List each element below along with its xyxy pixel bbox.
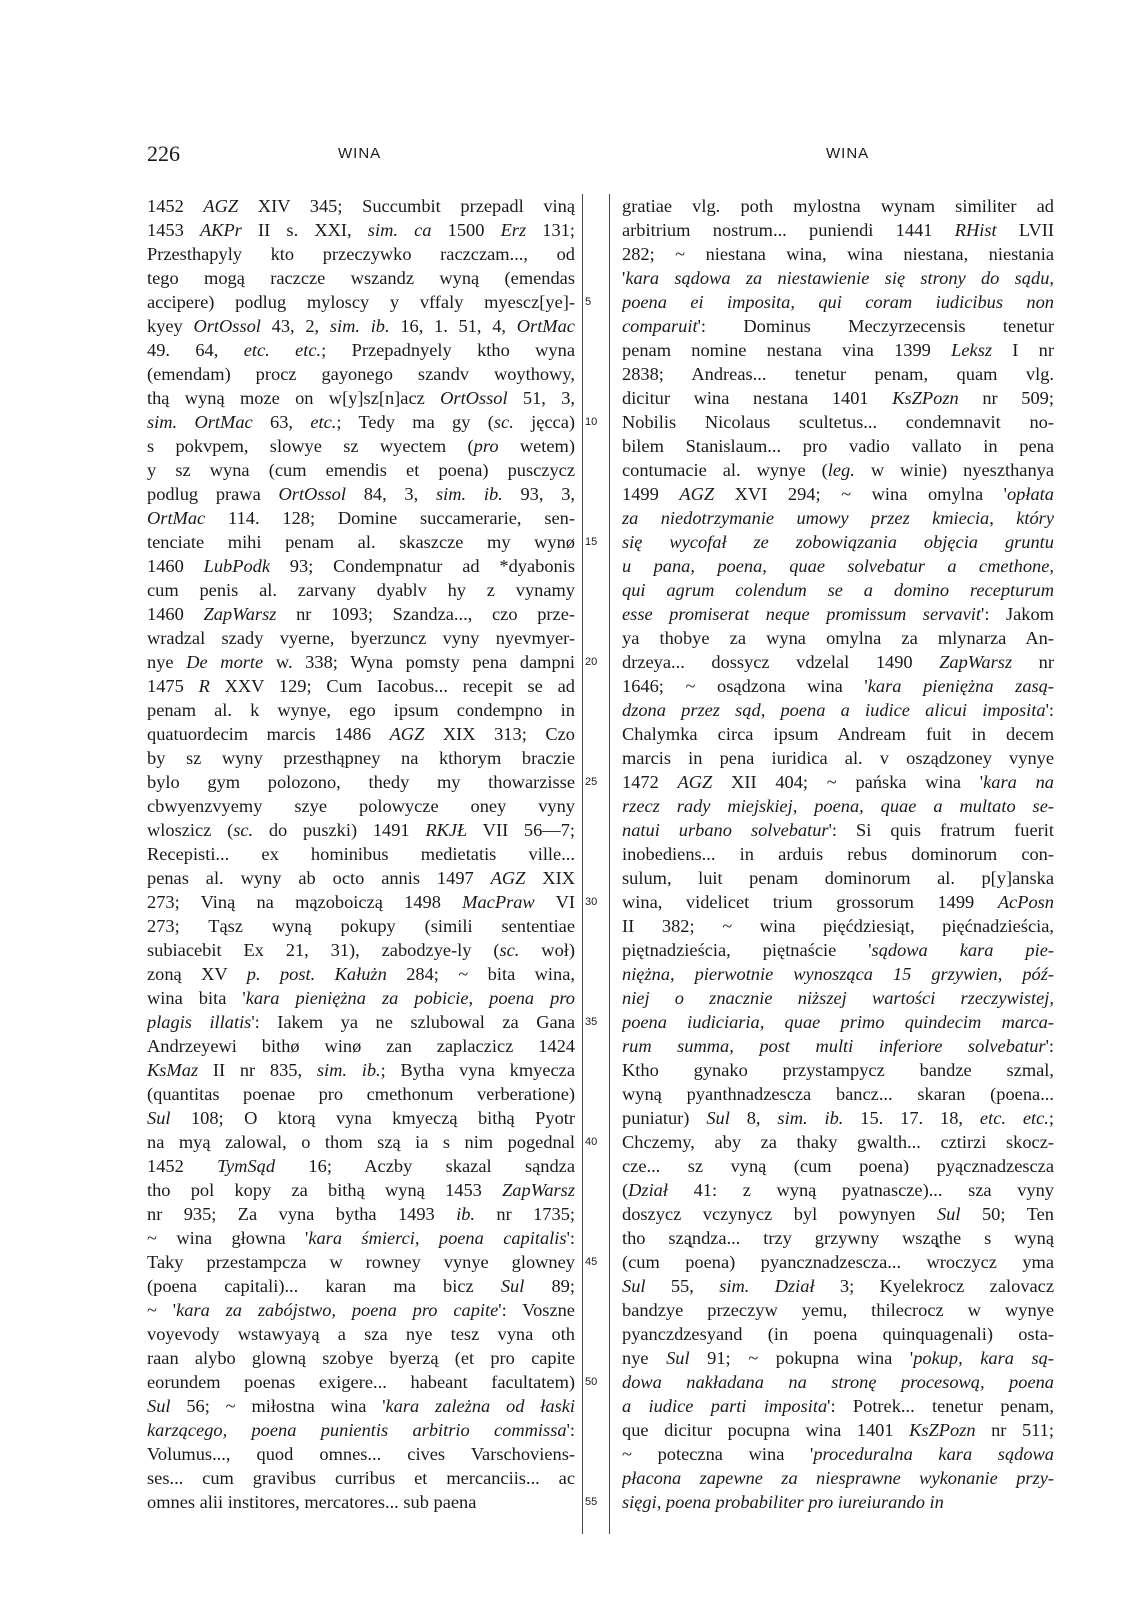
line-number: 50 (585, 1376, 598, 1388)
text-line: 49. 64, etc. etc.; Przepadnyely ktho wyna (147, 340, 575, 360)
text-line: quatuordecim marcis 1486 AGZ XIX 313; Czo (147, 724, 575, 744)
text-line: s pokvpem, slowye sz wyectem (pro wetem) (147, 436, 575, 456)
text-line: Volumus..., quod omnes... cives Varschoviens- (147, 1444, 575, 1464)
text-line: ~ 'kara za zabójstwo, poena pro capite': Voszne (147, 1300, 575, 1320)
text-line: 1475 R XXV 129; Cum Iacobus... recepit se ad (147, 676, 575, 696)
text-line: dowa nakładana na stronę procesową, poena (622, 1372, 1054, 1392)
text-line: wyną pyanthnadzescza bancz... skaran (poena... (622, 1084, 1054, 1104)
text-line: tho szą̨ndza... trzy grzywny wszą̨the s wyną (622, 1228, 1054, 1248)
text-line: contumacie al. wynye (leg. w winie) nyeszthanya (622, 460, 1054, 480)
text-line: penas al. wyny ab octo annis 1497 AGZ XIX (147, 868, 575, 888)
text-line: Sul 55, sim. Dział 3; Kyelekrocz zalovacz (622, 1276, 1054, 1296)
text-line: poena ei imposita, qui coram iudicibus non (622, 292, 1054, 312)
text-line: na myą zalowal, o thom szą ia s nim pogednal (147, 1132, 575, 1152)
text-line: sięgi, poena probabiliter pro iureiurando in (622, 1492, 944, 1512)
text-line: penam al. k wynye, ego ipsum condempno in (147, 700, 575, 720)
text-line: ses... cum gravibus curribus et mercanciis... ac (147, 1468, 575, 1488)
text-line: 282; ~ niestana wina, wina niestana, niestania (622, 244, 1054, 264)
text-line: 273; Viną na mązoboiczą 1498 MacPraw VI (147, 892, 575, 912)
text-line: 1460 LubPodk 93; Condempnatur ad *dyabonis (147, 556, 575, 576)
text-line: arbitrium nostrum... puniendi 1441 RHist LVII (622, 220, 1054, 240)
text-line: comparuit': Dominus Meczyrzecensis tenetur (622, 316, 1054, 336)
text-line: Ktho gynako przystampycz bandze szmal, (622, 1060, 1054, 1080)
text-line: ya thobye za wyna omylna za mlynarza An- (622, 628, 1054, 648)
text-line: nye Sul 91; ~ pokupna wina 'pokup, kara są- (622, 1348, 1054, 1368)
text-line: ~ wina głowna 'kara śmierci, poena capitalis': (147, 1228, 575, 1248)
text-line: 1452 TymSąd 16; Aczby skazal sąndza (147, 1156, 575, 1176)
text-line: esse promiserat neque promissum servavit': Jakom (622, 604, 1054, 624)
text-line: rum summa, post multi inferiore solvebatur': (622, 1036, 1054, 1056)
text-line: eorundem poenas exigere... habeant facultatem) (147, 1372, 575, 1392)
text-line: podlug prawa OrtOssol 84, 3, sim. ib. 93, 3, (147, 484, 575, 504)
text-line: sulum, luit penam dominorum al. p[y]anska (622, 868, 1054, 888)
line-number: 40 (585, 1136, 598, 1148)
text-line: 1499 AGZ XVI 294; ~ wina omylna 'opłata (622, 484, 1054, 504)
text-line: się wycofał ze zobowiązania objęcia gruntu (622, 532, 1054, 552)
text-line: wina bita 'kara pieniężna za pobicie, poena pro (147, 988, 575, 1008)
text-line: dicitur wina nestana 1401 KsZPozn nr 509; (622, 388, 1054, 408)
line-number: 15 (585, 536, 598, 548)
text-line: a iudice parti imposita': Potrek... tenetur penam, (622, 1396, 1054, 1416)
text-line: raan alybo glowną szobye byerzą (et pro capite (147, 1348, 575, 1368)
text-line: poena iudiciaria, quae primo quindecim marca- (622, 1012, 1054, 1032)
text-line: natui urbano solvebatur': Si quis fratrum fuerit (622, 820, 1054, 840)
line-number: 20 (585, 656, 598, 668)
text-line: wloszicz (sc. do puszki) 1491 RKJŁ VII 56—7; (147, 820, 575, 840)
text-line: (cum poena) pyancznadzescza... wroczycz yma (622, 1252, 1054, 1272)
page-number: 226 (147, 141, 180, 166)
text-line: qui agrum colendum se a domino recepturum (622, 580, 1054, 600)
text-line: y sz wyna (cum emendis et poena) pusczycz (147, 460, 575, 480)
column-rule-right (609, 194, 610, 1534)
text-line: za niedotrzymanie umowy przez kmiecia, który (622, 508, 1054, 528)
text-line: Recepisti... ex hominibus medietatis ville... (147, 844, 575, 864)
text-line: marcis in pena iuridica al. v osządzoney vynye (622, 748, 1054, 768)
right-text-column (622, 194, 1054, 1514)
text-line: II 382; ~ wina pięćdziesiąt, pięćnadzieścia, (622, 916, 1054, 936)
text-line: Taky przestampcza w rowney vynye glowney (147, 1252, 575, 1272)
line-number: 25 (585, 776, 598, 788)
text-line: drzeya... dossycz vdzelal 1490 ZapWarsz nr (622, 652, 1054, 672)
text-line: sim. OrtMac 63, etc.; Tedy ma gy (sc. jęcca) (147, 412, 575, 432)
text-line: 2838; Andreas... tenetur penam, quam vlg. (622, 364, 1054, 384)
text-line: 'kara sądowa za niestawienie się strony do sądu, (622, 268, 1054, 288)
text-line: inobediens... in arduis rebus dominorum con- (622, 844, 1054, 864)
text-line: rzecz rady miejskiej, poena, quae a multato se- (622, 796, 1054, 816)
text-line: cbwyenzvyemy szye polowycze oney vyny (147, 796, 575, 816)
column-rule-left (582, 194, 583, 1534)
text-line: ~ poteczna wina 'proceduralna kara sądowa (622, 1444, 1054, 1464)
text-line: Chczemy, aby za thaky gwalth... cztirzi skocz- (622, 1132, 1054, 1152)
text-line: accipere) podlug myloscy y vffaly myescz[ye]- (147, 292, 575, 312)
text-line: (poena capitali)... karan ma bicz Sul 89; (147, 1276, 575, 1296)
text-line: KsMaz II nr 835, sim. ib.; Bytha vyna kmyecza (147, 1060, 575, 1080)
text-line: by sz wyny przesthąpney na kthorym braczie (147, 748, 575, 768)
text-line: Chalymka circa ipsum Andream fuit in decem (622, 724, 1054, 744)
line-number: 35 (585, 1016, 598, 1028)
line-number: 5 (585, 296, 592, 308)
line-number: 30 (585, 896, 598, 908)
text-line: nr 935; Za vyna bytha 1493 ib. nr 1735; (147, 1204, 575, 1224)
line-number: 10 (585, 416, 598, 428)
text-line: bilem Stanislaum... pro vadio vallato in pena (622, 436, 1054, 456)
text-line: kyey OrtOssol 43, 2, sim. ib. 16, 1. 51, 4, OrtMac (147, 316, 575, 336)
text-line: plagis illatis': Iakem ya ne szlubowal za Gana (147, 1012, 575, 1032)
text-line: puniatur) Sul 8, sim. ib. 15. 17. 18, etc. etc.; (622, 1108, 1054, 1128)
text-line: tego mogą raczcze wszandz wyną (emendas (147, 268, 575, 288)
text-line: płacona zapewne za niesprawne wykonanie przy- (622, 1468, 1054, 1488)
text-line: Sul 108; O ktorą vyna kmyeczą bithą Pyotr (147, 1108, 575, 1128)
text-line: subiacebit Ex 21, 31), zabodzye-ly (sc. woł) (147, 940, 575, 960)
text-line: pyanczdzesyand (in poena quinquagenali) osta- (622, 1324, 1054, 1344)
text-line: zoną XV p. post. Kałużn 284; ~ bita wina, (147, 964, 575, 984)
text-line: bylo gym polozono, thedy my thowarzisse (147, 772, 575, 792)
text-line: dzona przez sąd, poena a iudice alicui imposita': (622, 700, 1054, 720)
text-line: tho pol kopy za bithą wyną 1453 ZapWarsz (147, 1180, 575, 1200)
text-line: cze... sz vyną (cum poena) pyącznadzescza (622, 1156, 1054, 1176)
text-line: thą wyną moze on w[y]sz[n]acz OrtOssol 51, 3, (147, 388, 575, 408)
line-number: 45 (585, 1256, 598, 1268)
text-line: nye De morte w. 338; Wyna pomsty pena dampni (147, 652, 575, 672)
text-line: voyevody wstawyayą a sza nye tesz vyna oth (147, 1324, 575, 1344)
text-line: (quantitas poenae pro cmethonum verberatione) (147, 1084, 575, 1104)
text-line: penam nomine nestana vina 1399 Leksz I nr (622, 340, 1054, 360)
text-line: Sul 56; ~ miłostna wina 'kara zależna od łaski (147, 1396, 575, 1416)
text-line: 1460 ZapWarsz nr 1093; Szandza..., czo prze- (147, 604, 575, 624)
text-line: cum penis al. zarvany dyablv hy z vynamy (147, 580, 575, 600)
text-line: u pana, poena, quae solvebatur a cmethone, (622, 556, 1054, 576)
text-line: Nobilis Nicolaus scultetus... condemnavit no- (622, 412, 1054, 432)
text-line: OrtMac 114. 128; Domine succamerarie, sen- (147, 508, 575, 528)
text-line: karzącego, poena punientis arbitrio commissa': (147, 1420, 575, 1440)
text-line: omnes alii institores, mercatores... sub paena (147, 1492, 477, 1512)
running-head-left: WINA (338, 145, 382, 162)
text-line: niej o znacznie niższej wartości rzeczywistej, (622, 988, 1054, 1008)
text-line: wina, videlicet trium grossorum 1499 AcPosn (622, 892, 1054, 912)
text-line: 1646; ~ osądzona wina 'kara pieniężna zasą- (622, 676, 1054, 696)
running-head-right: WINA (826, 145, 870, 162)
text-line: wradzal szady vyerne, byerzuncz vyny nyevmyer- (147, 628, 575, 648)
text-line: gratiae vlg. poth mylostna wynam similiter ad (622, 196, 1054, 216)
text-line: que dicitur pocupna wina 1401 KsZPozn nr 511; (622, 1420, 1054, 1440)
text-line: (Dział 41: z wyną pyatnascze)... sza vyny (622, 1180, 1054, 1200)
text-line: 1452 AGZ XIV 345; Succumbit przepadl viną (147, 196, 575, 216)
text-line: piętnadzieścia, piętnaście 'sądowa kara pie- (622, 940, 1054, 960)
text-line: niężna, pierwotnie wynosząca 15 grzywien, póź- (622, 964, 1054, 984)
text-line: Przesthapyly kto przeczywko raczczam..., od (147, 244, 575, 264)
text-line: doszycz vczynycz byl powynyen Sul 50; Ten (622, 1204, 1054, 1224)
line-number: 55 (585, 1496, 598, 1508)
text-line: 1472 AGZ XII 404; ~ pańska wina 'kara na (622, 772, 1054, 792)
text-line: (emendam) procz gayonego szandv woythowy, (147, 364, 575, 384)
text-line: 1453 AKPr II s. XXI, sim. ca 1500 Erz 131; (147, 220, 575, 240)
text-line: tenciate mihi penam al. skaszcze my wynø (147, 532, 575, 552)
text-line: Andrzeyewi bithø winø zan zaplaczicz 1424 (147, 1036, 575, 1056)
text-line: bandzye przeczyw yemu, thilecrocz w wynye (622, 1300, 1054, 1320)
text-line: 273; Tąsz wyną pokupy (simili sententiae (147, 916, 575, 936)
left-text-column (147, 194, 575, 1514)
